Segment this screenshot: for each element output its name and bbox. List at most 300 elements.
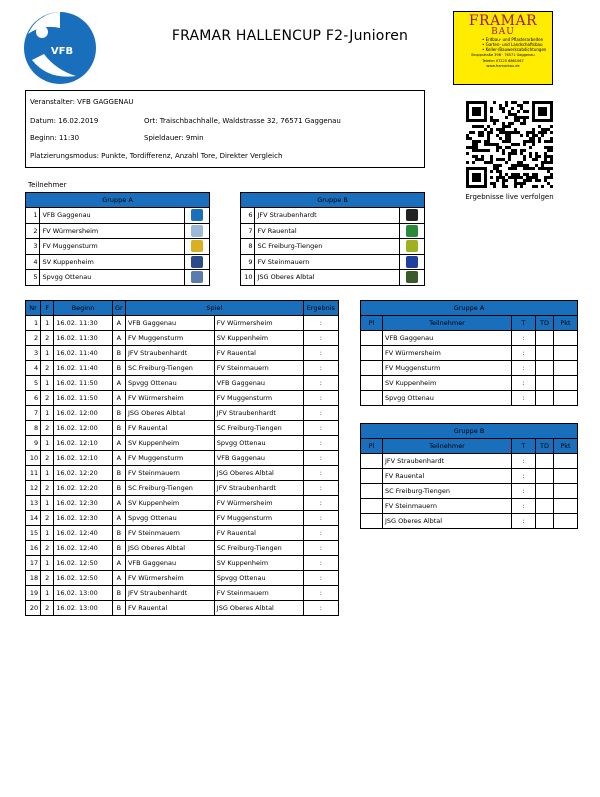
team-row [241, 239, 425, 255]
match-start: 16.02. 11:40 [54, 346, 113, 361]
team-name: JSG Oberes Albtal [255, 270, 400, 286]
standings-col-header: Pkt [554, 439, 578, 454]
match-group: B [112, 421, 125, 436]
match-nr: 16 [26, 541, 41, 556]
match-result: : [303, 481, 338, 496]
team-crest-cell [185, 239, 210, 255]
standings-row [361, 376, 578, 391]
match-row [26, 316, 339, 331]
home-team: JFV Straubenhardt [125, 346, 214, 361]
away-team: SV Kuppenheim [214, 331, 303, 346]
match-group: B [112, 406, 125, 421]
sponsor-service: • Erdbau- und Pflasterarbeiten [482, 37, 544, 42]
team-name: FV Würmersheim [40, 223, 185, 239]
team-name: SC Freiburg-Tiengen [255, 239, 400, 255]
club-logo-text: VFB [50, 46, 74, 57]
match-start: 16.02. 12:00 [54, 406, 113, 421]
match-row [26, 556, 339, 571]
away-team: FV Steinmauern [214, 586, 303, 601]
match-result: : [303, 556, 338, 571]
home-team: Spvgg Ottenau [125, 511, 214, 526]
match-row [26, 601, 339, 616]
team-number: 8 [241, 239, 255, 255]
standings-team: FV Rauental [383, 469, 512, 484]
home-team: FV Rauental [125, 421, 214, 436]
match-field: 1 [41, 466, 54, 481]
home-team: FV Steinmauern [125, 466, 214, 481]
match-start: 16.02. 13:00 [54, 601, 113, 616]
standings-goal-diff [536, 376, 554, 391]
match-nr: 5 [26, 376, 41, 391]
match-group: B [112, 466, 125, 481]
standings-points [554, 454, 578, 469]
match-start: 16.02. 12:10 [54, 451, 113, 466]
standings-place [361, 346, 383, 361]
col-group: Gr [112, 301, 125, 316]
match-result: : [303, 541, 338, 556]
match-nr: 11 [26, 466, 41, 481]
match-row [26, 511, 339, 526]
away-team: JSG Oberes Albtal [214, 601, 303, 616]
match-start: 16.02. 11:40 [54, 361, 113, 376]
standings-goals: : [512, 346, 536, 361]
match-group: B [112, 481, 125, 496]
match-nr: 2 [26, 331, 41, 346]
match-field: 1 [41, 526, 54, 541]
match-nr: 1 [26, 316, 41, 331]
team-crest-cell [400, 270, 425, 286]
match-group: A [112, 376, 125, 391]
standings-points [554, 484, 578, 499]
schedule-table [25, 300, 339, 616]
standings-team: JFV Straubenhardt [383, 454, 512, 469]
standings-row [361, 391, 578, 406]
standings-place [361, 376, 383, 391]
match-row [26, 571, 339, 586]
standings-row [361, 361, 578, 376]
team-row [26, 208, 210, 224]
col-match: Spiel [125, 301, 303, 316]
standings-row [361, 454, 578, 469]
home-team: SC Freiburg-Tiengen [125, 481, 214, 496]
standings-row [361, 331, 578, 346]
team-crest-icon [191, 271, 203, 283]
match-nr: 7 [26, 406, 41, 421]
team-crest-icon [406, 225, 418, 237]
match-field: 2 [41, 391, 54, 406]
standings-place [361, 469, 383, 484]
standings-place [361, 331, 383, 346]
group-b-title: Gruppe B [241, 193, 425, 208]
match-group: A [112, 511, 125, 526]
home-team: SV Kuppenheim [125, 496, 214, 511]
standings-points [554, 499, 578, 514]
standings-points [554, 469, 578, 484]
match-result: : [303, 346, 338, 361]
match-nr: 20 [26, 601, 41, 616]
col-field: F [41, 301, 54, 316]
standings-group-a [360, 300, 578, 406]
match-nr: 8 [26, 421, 41, 436]
away-team: FV Steinmauern [214, 361, 303, 376]
team-row [241, 208, 425, 224]
standings-col-header: Pl [361, 439, 383, 454]
standings-team: VFB Gaggenau [383, 331, 512, 346]
standings-group-b [360, 423, 578, 529]
match-nr: 17 [26, 556, 41, 571]
sponsor-address: Bruppstraße 39B · 76571 Gaggenau [471, 53, 535, 57]
match-nr: 10 [26, 451, 41, 466]
match-group: A [112, 571, 125, 586]
match-result: : [303, 511, 338, 526]
away-team: Spvgg Ottenau [214, 571, 303, 586]
match-start: 16.02. 12:20 [54, 466, 113, 481]
match-start: 16.02. 12:40 [54, 541, 113, 556]
match-start: 16.02. 13:00 [54, 586, 113, 601]
team-name: JFV Straubenhardt [255, 208, 400, 224]
tournament-info [25, 90, 425, 168]
match-row [26, 361, 339, 376]
team-name: FV Steinmauern [255, 254, 400, 270]
home-team: JFV Straubenhardt [125, 586, 214, 601]
match-result: : [303, 376, 338, 391]
match-start: 16.02. 12:40 [54, 526, 113, 541]
match-result: : [303, 406, 338, 421]
away-team: SC Freiburg-Tiengen [214, 421, 303, 436]
standings-goals: : [512, 514, 536, 529]
team-crest-icon [406, 240, 418, 252]
team-crest-cell [185, 223, 210, 239]
match-field: 1 [41, 316, 54, 331]
team-crest-icon [406, 271, 418, 283]
home-team: SC Freiburg-Tiengen [125, 361, 214, 376]
home-team: FV Muggensturm [125, 331, 214, 346]
match-field: 2 [41, 421, 54, 436]
standings-row [361, 514, 578, 529]
standings-team: SC Freiburg-Tiengen [383, 484, 512, 499]
date: Datum: 16.02.2019 [30, 117, 99, 125]
match-nr: 12 [26, 481, 41, 496]
standings-row [361, 484, 578, 499]
match-start: 16.02. 11:50 [54, 391, 113, 406]
team-crest-cell [185, 270, 210, 286]
team-number: 4 [26, 254, 40, 270]
match-row [26, 481, 339, 496]
standings-col-header: T [512, 439, 536, 454]
match-field: 2 [41, 451, 54, 466]
organizer: Veranstalter: VFB GAGGENAU [30, 98, 134, 106]
match-field: 1 [41, 496, 54, 511]
away-team: VFB Gaggenau [214, 376, 303, 391]
match-start: 16.02. 12:30 [54, 511, 113, 526]
standings-points [554, 361, 578, 376]
team-crest-cell [400, 208, 425, 224]
match-field: 1 [41, 346, 54, 361]
match-start: 16.02. 12:50 [54, 571, 113, 586]
standings-goal-diff [536, 331, 554, 346]
team-name: FV Muggensturm [40, 239, 185, 255]
match-nr: 15 [26, 526, 41, 541]
team-crest-cell [400, 239, 425, 255]
home-team: SV Kuppenheim [125, 436, 214, 451]
match-field: 2 [41, 481, 54, 496]
match-group: A [112, 496, 125, 511]
standings-goals: : [512, 484, 536, 499]
standings-team: SV Kuppenheim [383, 376, 512, 391]
team-row [26, 223, 210, 239]
standings-goals: : [512, 469, 536, 484]
group-a-participants [25, 192, 210, 286]
standings-goal-diff [536, 484, 554, 499]
qr-caption: Ergebnisse live verfolgen [465, 193, 554, 201]
standings-col-header: TD [536, 439, 554, 454]
standings-goals: : [512, 391, 536, 406]
match-nr: 18 [26, 571, 41, 586]
standings-team: Spvgg Ottenau [383, 391, 512, 406]
away-team: JFV Straubenhardt [214, 406, 303, 421]
match-result: : [303, 496, 338, 511]
standings-goal-diff [536, 469, 554, 484]
match-nr: 6 [26, 391, 41, 406]
match-group: A [112, 331, 125, 346]
team-number: 9 [241, 254, 255, 270]
away-team: FV Muggensturm [214, 511, 303, 526]
match-row [26, 346, 339, 361]
home-team: FV Steinmauern [125, 526, 214, 541]
vfb-club-logo [22, 10, 98, 86]
sponsor-logo [453, 11, 553, 85]
standings-col-header: T [512, 316, 536, 331]
standings-place [361, 391, 383, 406]
match-group: B [112, 586, 125, 601]
match-group: B [112, 361, 125, 376]
match-row [26, 586, 339, 601]
match-start: 16.02. 12:50 [54, 556, 113, 571]
standings-team: FV Steinmauern [383, 499, 512, 514]
team-name: SV Kuppenheim [40, 254, 185, 270]
standings-points [554, 346, 578, 361]
standings-goal-diff [536, 499, 554, 514]
team-crest-icon [191, 225, 203, 237]
match-result: : [303, 316, 338, 331]
match-group: A [112, 451, 125, 466]
team-crest-icon [406, 209, 418, 221]
standings-place [361, 454, 383, 469]
team-row [241, 270, 425, 286]
home-team: VFB Gaggenau [125, 556, 214, 571]
standings-goal-diff [536, 514, 554, 529]
away-team: SV Kuppenheim [214, 556, 303, 571]
match-result: : [303, 421, 338, 436]
team-crest-cell [400, 223, 425, 239]
team-crest-icon [191, 209, 203, 221]
match-field: 1 [41, 556, 54, 571]
match-field: 1 [41, 406, 54, 421]
standings-place [361, 499, 383, 514]
away-team: FV Muggensturm [214, 391, 303, 406]
match-field: 1 [41, 586, 54, 601]
group-a-title: Gruppe A [26, 193, 210, 208]
standings-row [361, 469, 578, 484]
standings-col-header: Pl [361, 316, 383, 331]
match-nr: 19 [26, 586, 41, 601]
standings-row [361, 346, 578, 361]
team-number: 6 [241, 208, 255, 224]
standings-points [554, 331, 578, 346]
match-field: 2 [41, 361, 54, 376]
start-time: Beginn: 11:30 [30, 134, 80, 142]
match-group: B [112, 346, 125, 361]
standings-team: JSG Oberes Albtal [383, 514, 512, 529]
sponsor-service: • Keller-/Bauwerksabdichtungen [482, 47, 547, 52]
standings-a-title: Gruppe A [361, 301, 578, 316]
match-row [26, 376, 339, 391]
match-start: 16.02. 11:30 [54, 331, 113, 346]
away-team: JSG Oberes Albtal [214, 466, 303, 481]
standings-col-header: TD [536, 316, 554, 331]
match-row [26, 451, 339, 466]
team-row [26, 254, 210, 270]
match-field: 2 [41, 331, 54, 346]
match-row [26, 526, 339, 541]
match-nr: 13 [26, 496, 41, 511]
standings-col-header: Pkt [554, 316, 578, 331]
page-title: FRAMAR HALLENCUP F2-Junioren [171, 28, 409, 44]
match-result: : [303, 331, 338, 346]
away-team: FV Rauental [214, 346, 303, 361]
standings-points [554, 514, 578, 529]
col-result: Ergebnis [303, 301, 338, 316]
match-field: 1 [41, 376, 54, 391]
match-field: 2 [41, 571, 54, 586]
home-team: FV Muggensturm [125, 451, 214, 466]
home-team: VFB Gaggenau [125, 316, 214, 331]
match-result: : [303, 436, 338, 451]
standings-place [361, 361, 383, 376]
team-crest-cell [185, 208, 210, 224]
away-team: JFV Straubenhardt [214, 481, 303, 496]
away-team: FV Würmersheim [214, 496, 303, 511]
team-row [26, 270, 210, 286]
team-number: 1 [26, 208, 40, 224]
participants-label: Teilnehmer [28, 181, 67, 189]
standings-col-header: Teilnehmer [383, 439, 512, 454]
standings-col-header: Teilnehmer [383, 316, 512, 331]
match-nr: 3 [26, 346, 41, 361]
team-name: FV Rauental [255, 223, 400, 239]
match-row [26, 466, 339, 481]
team-row [26, 239, 210, 255]
ranking-mode: Platzierungsmodus: Punkte, Tordifferenz, Anzahl Tore, Direkter Vergleich [30, 152, 283, 160]
home-team: FV Rauental [125, 601, 214, 616]
match-result: : [303, 586, 338, 601]
match-start: 16.02. 11:50 [54, 376, 113, 391]
match-start: 16.02. 12:00 [54, 421, 113, 436]
home-team: JSG Oberes Albtal [125, 406, 214, 421]
home-team: Spvgg Ottenau [125, 376, 214, 391]
sponsor-service: • Garten- und Landschaftsbau [482, 42, 543, 47]
team-crest-icon [406, 256, 418, 268]
team-crest-icon [191, 256, 203, 268]
standings-goals: : [512, 499, 536, 514]
place: Ort: Traischbachhalle, Waldstrasse 32, 76571 Gaggenau [144, 117, 341, 125]
match-group: B [112, 526, 125, 541]
team-name: Spvgg Ottenau [40, 270, 185, 286]
team-row [241, 254, 425, 270]
match-start: 16.02. 12:30 [54, 496, 113, 511]
team-crest-icon [191, 240, 203, 252]
duration: Spieldauer: 9min [144, 134, 204, 142]
away-team: FV Rauental [214, 526, 303, 541]
standings-place [361, 484, 383, 499]
team-number: 7 [241, 223, 255, 239]
match-field: 2 [41, 511, 54, 526]
standings-goals: : [512, 454, 536, 469]
team-number: 2 [26, 223, 40, 239]
standings-place [361, 514, 383, 529]
match-result: : [303, 571, 338, 586]
team-number: 3 [26, 239, 40, 255]
match-group: A [112, 391, 125, 406]
match-field: 2 [41, 601, 54, 616]
standings-goal-diff [536, 361, 554, 376]
match-row [26, 331, 339, 346]
team-crest-cell [400, 254, 425, 270]
standings-goal-diff [536, 391, 554, 406]
match-row [26, 406, 339, 421]
col-start: Beginn [54, 301, 113, 316]
match-group: A [112, 556, 125, 571]
standings-goal-diff [536, 346, 554, 361]
qr-code[interactable] [466, 101, 553, 188]
match-field: 2 [41, 541, 54, 556]
match-start: 16.02. 11:30 [54, 316, 113, 331]
match-result: : [303, 361, 338, 376]
team-crest-cell [185, 254, 210, 270]
match-result: : [303, 526, 338, 541]
match-result: : [303, 451, 338, 466]
match-group: A [112, 436, 125, 451]
match-start: 16.02. 12:20 [54, 481, 113, 496]
match-row [26, 421, 339, 436]
match-row [26, 391, 339, 406]
sponsor-name-bottom: BAU [491, 27, 515, 37]
match-result: : [303, 601, 338, 616]
home-team: JSG Oberes Albtal [125, 541, 214, 556]
away-team: VFB Gaggenau [214, 451, 303, 466]
home-team: FV Würmersheim [125, 571, 214, 586]
match-row [26, 436, 339, 451]
match-result: : [303, 466, 338, 481]
home-team: FV Würmersheim [125, 391, 214, 406]
standings-goal-diff [536, 454, 554, 469]
team-number: 5 [26, 270, 40, 286]
away-team: SC Freiburg-Tiengen [214, 541, 303, 556]
match-group: B [112, 601, 125, 616]
match-row [26, 541, 339, 556]
match-start: 16.02. 12:10 [54, 436, 113, 451]
match-group: B [112, 541, 125, 556]
standings-team: FV Muggensturm [383, 361, 512, 376]
standings-team: FV Würmersheim [383, 346, 512, 361]
standings-goals: : [512, 361, 536, 376]
group-b-participants [240, 192, 425, 286]
match-nr: 14 [26, 511, 41, 526]
away-team: Spvgg Ottenau [214, 436, 303, 451]
standings-points [554, 391, 578, 406]
match-result: : [303, 391, 338, 406]
sponsor-name-top: FRAMAR [468, 13, 538, 29]
